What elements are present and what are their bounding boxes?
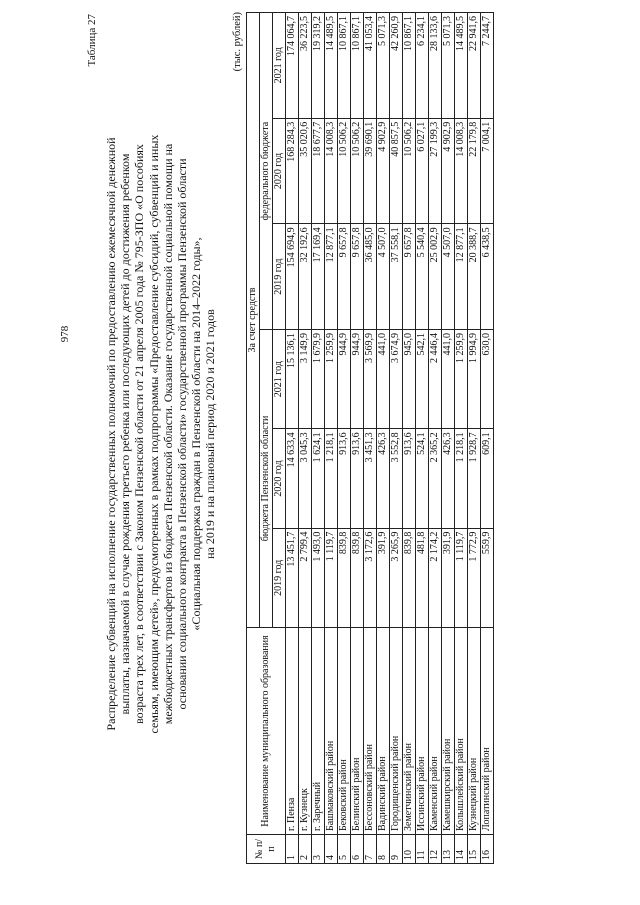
amount-cell: 37 558,1	[390, 224, 403, 330]
municipality-name: Колышлейский район	[455, 628, 468, 835]
amount-cell: 22 941,6	[468, 13, 481, 119]
amount-cell: 5 540,4	[416, 224, 429, 330]
amount-cell: 10 506,2	[403, 118, 416, 224]
amount-cell: 6 027,1	[416, 118, 429, 224]
heading-line: возраста трех лет, в соответствии с Законом Пензенской области от 21 апреля 2005 года № 795-ЗПО «О пособиях	[132, 144, 147, 724]
header-year: 2020 год	[273, 118, 286, 224]
amount-cell: 168 284,3	[286, 118, 299, 224]
amount-cell: 12 877,1	[325, 224, 338, 330]
amount-cell: 10 867,1	[403, 13, 416, 119]
amount-cell: 3 569,9	[364, 329, 377, 428]
amount-cell: 391,9	[442, 528, 455, 627]
amount-cell: 1 259,9	[455, 329, 468, 428]
units-label: (тыс. рублей)	[232, 12, 243, 72]
municipality-name: г. Заречный	[312, 628, 325, 835]
table-row	[390, 13, 403, 864]
amount-cell: 14 489,5	[455, 13, 468, 119]
amount-cell: 36 223,5	[299, 13, 312, 119]
table-row	[364, 13, 377, 864]
row-number: 13	[442, 835, 455, 864]
amount-cell: 41 053,4	[364, 13, 377, 119]
amount-cell: 27 199,3	[429, 118, 442, 224]
municipality-name: г. Кузнецк	[299, 628, 312, 835]
row-number: 10	[403, 835, 416, 864]
amount-cell: 3 552,8	[390, 429, 403, 528]
amount-cell: 4 902,9	[377, 118, 390, 224]
header-year: 2021 год	[273, 329, 286, 428]
municipality-name: Белинский район	[351, 628, 364, 835]
amount-cell: 5 071,3	[442, 13, 455, 119]
amount-cell: 1 624,1	[312, 429, 325, 528]
amount-cell: 1 218,1	[325, 429, 338, 528]
amount-cell: 839,8	[338, 528, 351, 627]
municipality-name: г. Пенза	[286, 628, 299, 835]
amount-cell: 13 451,7	[286, 528, 299, 627]
amount-cell: 39 690,1	[364, 118, 377, 224]
amount-cell: 839,8	[351, 528, 364, 627]
amount-cell: 1 119,7	[325, 528, 338, 627]
municipality-name: Городищенский район	[390, 628, 403, 835]
amount-cell: 2 174,2	[429, 528, 442, 627]
amount-cell: 3 451,3	[364, 429, 377, 528]
row-number: 1	[286, 835, 299, 864]
header-year: 2021 год	[273, 13, 286, 119]
amount-cell: 9 657,8	[351, 224, 364, 330]
amount-cell: 4 902,9	[442, 118, 455, 224]
amount-cell: 35 020,6	[299, 118, 312, 224]
header-federal-budget: федерального бюджета	[260, 13, 273, 330]
row-number: 16	[481, 835, 494, 864]
amount-cell: 2 799,4	[299, 528, 312, 627]
heading-line: Распределение субвенций на исполнение государственных полномочий по предоставлению ежемесячной денежной	[104, 137, 118, 731]
municipality-name: Камешкирский район	[442, 628, 455, 835]
municipality-name: Вадинский район	[377, 628, 390, 835]
municipality-name: Бессоновский район	[364, 628, 377, 835]
amount-cell: 913,6	[403, 429, 416, 528]
row-number: 6	[351, 835, 364, 864]
amount-cell: 1 119,7	[455, 528, 468, 627]
amount-cell: 7 004,1	[481, 118, 494, 224]
row-number: 11	[416, 835, 429, 864]
row-number: 12	[429, 835, 442, 864]
amount-cell: 154 694,9	[286, 224, 299, 330]
subvention-table	[246, 12, 494, 864]
amount-cell: 1 772,9	[468, 528, 481, 627]
amount-cell: 25 002,9	[429, 224, 442, 330]
heading-line: межбюджетных трансфертов из бюджета Пензенской области. Оказание государственной социальной помощи на	[160, 143, 175, 725]
amount-cell: 1 994,9	[468, 329, 481, 428]
row-number: 15	[468, 835, 481, 864]
table-row	[351, 13, 364, 864]
table-row	[325, 13, 338, 864]
amount-cell: 28 133,6	[429, 13, 442, 119]
amount-cell: 1 259,9	[325, 329, 338, 428]
amount-cell: 3 265,9	[390, 528, 403, 627]
row-number: 5	[338, 835, 351, 864]
table-row	[377, 13, 390, 864]
header-regional-budget: бюджета Пензенской области	[260, 329, 273, 627]
amount-cell: 14 489,5	[325, 13, 338, 119]
amount-cell: 839,8	[403, 528, 416, 627]
amount-cell: 559,9	[481, 528, 494, 627]
row-number: 9	[390, 835, 403, 864]
table-row	[455, 13, 468, 864]
amount-cell: 524,1	[416, 429, 429, 528]
municipality-name: Башмаковский район	[325, 628, 338, 835]
municipality-name: Лопатинский район	[481, 628, 494, 835]
row-number: 4	[325, 835, 338, 864]
amount-cell: 10 506,2	[338, 118, 351, 224]
row-number: 3	[312, 835, 325, 864]
amount-cell: 20 388,7	[468, 224, 481, 330]
amount-cell: 426,3	[377, 429, 390, 528]
table-row	[286, 13, 299, 864]
amount-cell: 9 657,8	[403, 224, 416, 330]
amount-cell: 441,0	[442, 329, 455, 428]
amount-cell: 944,9	[338, 329, 351, 428]
amount-cell: 12 877,1	[455, 224, 468, 330]
municipality-name: Земетчинский район	[403, 628, 416, 835]
row-number: 2	[299, 835, 312, 864]
heading-line: семьям, имеющим детей», предусмотренных в рамках подпрограммы «Предоставление субсидий, субвенций и иных	[146, 134, 161, 734]
amount-cell: 2 365,2	[429, 429, 442, 528]
amount-cell: 22 179,8	[468, 118, 481, 224]
table-row	[442, 13, 455, 864]
amount-cell: 3 045,3	[299, 429, 312, 528]
amount-cell: 9 657,8	[338, 224, 351, 330]
header-year: 2020 год	[273, 429, 286, 528]
heading-line: основании социального контракта в Пензенской области» государственной программы Пензенской области	[175, 158, 190, 710]
page-number: 978	[59, 325, 71, 343]
amount-cell: 3 172,6	[364, 528, 377, 627]
amount-cell: 36 485,0	[364, 224, 377, 330]
table-label: Таблица 27	[86, 14, 98, 67]
amount-cell: 5 071,3	[377, 13, 390, 119]
table-row	[403, 13, 416, 864]
amount-cell: 17 169,4	[312, 224, 325, 330]
amount-cell: 391,9	[377, 528, 390, 627]
amount-cell: 10 867,1	[338, 13, 351, 119]
amount-cell: 4 507,0	[442, 224, 455, 330]
amount-cell: 6 234,1	[416, 13, 429, 119]
document-heading	[104, 12, 218, 856]
amount-cell: 4 507,0	[377, 224, 390, 330]
amount-cell: 913,6	[338, 429, 351, 528]
amount-cell: 609,1	[481, 429, 494, 528]
amount-cell: 441,0	[377, 329, 390, 428]
amount-cell: 40 857,5	[390, 118, 403, 224]
amount-cell: 542,1	[416, 329, 429, 428]
table-row	[481, 13, 494, 864]
amount-cell: 1 928,7	[468, 429, 481, 528]
table-row	[312, 13, 325, 864]
header-num: № п/п	[247, 835, 286, 864]
amount-cell: 15 136,1	[286, 329, 299, 428]
amount-cell: 945,0	[403, 329, 416, 428]
amount-cell: 426,3	[442, 429, 455, 528]
amount-cell: 14 008,3	[455, 118, 468, 224]
amount-cell: 10 506,2	[351, 118, 364, 224]
amount-cell: 1 493,0	[312, 528, 325, 627]
amount-cell: 6 438,5	[481, 224, 494, 330]
amount-cell: 19 319,2	[312, 13, 325, 119]
amount-cell: 32 192,6	[299, 224, 312, 330]
amount-cell: 1 218,1	[455, 429, 468, 528]
table-row	[416, 13, 429, 864]
amount-cell: 944,9	[351, 329, 364, 428]
municipality-name: Кузнецкий район	[468, 628, 481, 835]
amount-cell: 481,8	[416, 528, 429, 627]
row-number: 14	[455, 835, 468, 864]
amount-cell: 42 260,9	[390, 13, 403, 119]
municipality-name: Бековский район	[338, 628, 351, 835]
header-year: 2019 год	[273, 528, 286, 627]
header-year: 2019 год	[273, 224, 286, 330]
heading-line: выплаты, назначаемой в случае рождения третьего ребенка или последующих детей до достижения ребенком	[118, 153, 133, 715]
header-funding: За счет средств	[247, 13, 260, 628]
amount-cell: 18 677,7	[312, 118, 325, 224]
amount-cell: 3 149,9	[299, 329, 312, 428]
header-name: Наименование муниципального образования	[247, 628, 286, 835]
amount-cell: 1 679,9	[312, 329, 325, 428]
amount-cell: 7 244,7	[481, 13, 494, 119]
table-body	[286, 13, 494, 864]
amount-cell: 174 064,7	[286, 13, 299, 119]
table-row	[468, 13, 481, 864]
row-number: 8	[377, 835, 390, 864]
table-row	[338, 13, 351, 864]
amount-cell: 3 674,9	[390, 329, 403, 428]
table-row	[429, 13, 442, 864]
municipality-name: Каменский район	[429, 628, 442, 835]
amount-cell: 913,6	[351, 429, 364, 528]
heading-line: на 2019 и на плановый период 2020 и 2021 годов	[203, 309, 218, 559]
amount-cell: 10 867,1	[351, 13, 364, 119]
row-number: 7	[364, 835, 377, 864]
document-content	[80, 4, 560, 864]
amount-cell: 14 008,3	[325, 118, 338, 224]
amount-cell: 2 446,4	[429, 329, 442, 428]
heading-line: «Социальная поддержка граждан в Пензенской области на 2014–2022 годы»,	[189, 237, 204, 631]
amount-cell: 14 633,4	[286, 429, 299, 528]
amount-cell: 630,0	[481, 329, 494, 428]
table-row	[299, 13, 312, 864]
municipality-name: Иссинский район	[416, 628, 429, 835]
